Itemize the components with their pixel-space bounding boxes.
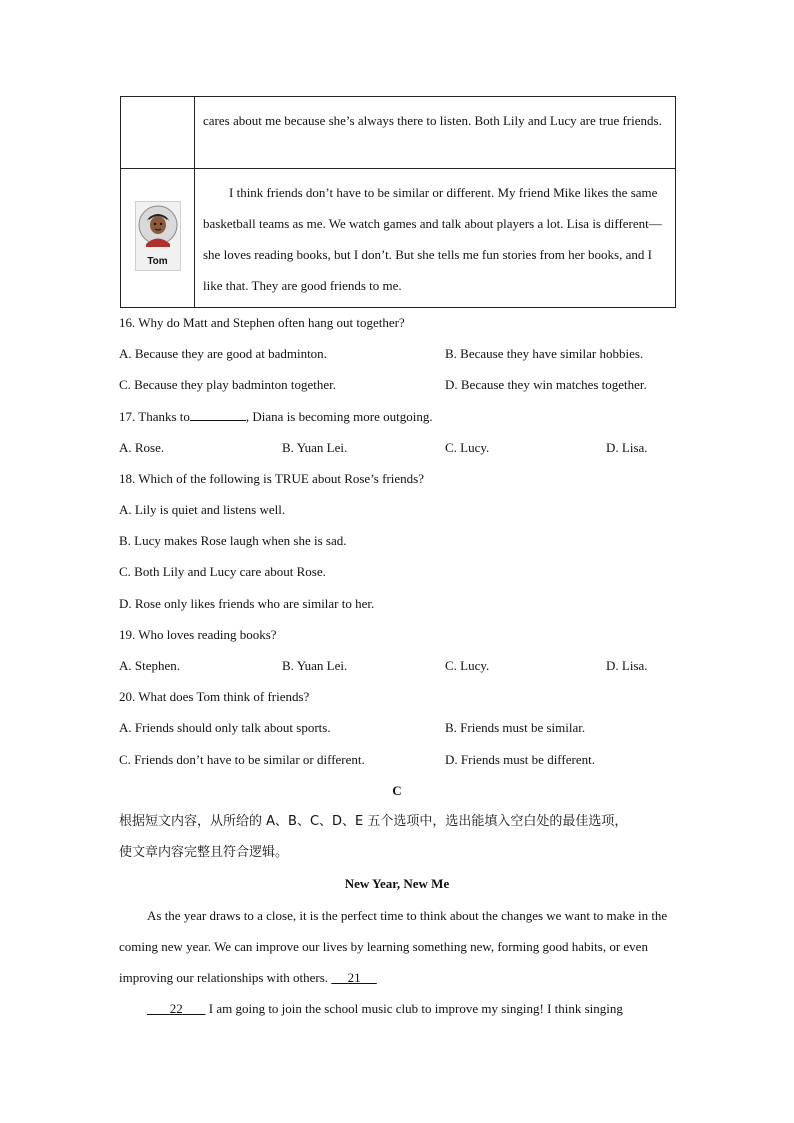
passage-paragraph-1 xyxy=(119,900,675,993)
question-19-option-b: B. Yuan Lei. xyxy=(282,658,348,673)
question-20-option-c: C. Friends don’t have to be similar or different. xyxy=(119,752,365,767)
question-17-option-b: B. Yuan Lei. xyxy=(282,440,348,455)
section-heading: C xyxy=(392,783,402,798)
reading-table xyxy=(120,96,676,308)
question-20-option-a: A. Friends should only talk about sports. xyxy=(119,720,331,735)
passage-paragraph-2-text: I am going to join the school music club to improve my singing! I think singing xyxy=(205,1001,623,1016)
question-16-option-d: D. Because they win matches together. xyxy=(445,377,647,392)
blank-22 xyxy=(147,1001,206,1016)
question-17-option-a: A. Rose. xyxy=(119,440,165,455)
question-18-option-d: D. Rose only likes friends who are similar to her. xyxy=(119,596,375,611)
question-20-stem: 20. What does Tom think of friends? xyxy=(119,689,310,704)
question-17-stem-end: , Diana is becoming more outgoing. xyxy=(245,409,433,424)
question-16-stem: 16. Why do Matt and Stephen often hang out together? xyxy=(119,315,405,330)
question-16-option-c: C. Because they play badminton together. xyxy=(119,377,336,392)
question-16-option-a: A. Because they are good at badminton. xyxy=(119,346,327,361)
question-20-option-b: B. Friends must be similar. xyxy=(445,720,586,735)
blank-21-number: 21 xyxy=(347,970,361,985)
answer-blank xyxy=(190,408,246,421)
passage-paragraph-1-text: As the year draws to a close, it is the perfect time to think about the changes we want to make in the coming new year. We can improve our lives by learning something new, forming good habits, or even improving our relationships with others. xyxy=(119,908,668,985)
question-19-option-a: A. Stephen. xyxy=(119,658,181,673)
section-instruction-line-2: 使文章内容完整且符合逻辑。 xyxy=(119,845,289,860)
question-18-option-b: B. Lucy makes Rose laugh when she is sad. xyxy=(119,533,347,548)
passage-title: New Year, New Me xyxy=(344,876,450,891)
passage-paragraph-2 xyxy=(119,993,675,1024)
question-19-option-d: D. Lisa. xyxy=(606,658,648,673)
table-text-cell: I think friends don’t have to be similar or different. My friend Mike likes the same basketball teams as me. We watch games and talk about players a lot. Lisa is different—she loves reading books, but I don’t. But she tells me fun stories from her books, and I like that. They are good friends to me. xyxy=(195,169,676,308)
question-19-option-c: C. Lucy. xyxy=(445,658,490,673)
table-text-cell: cares about me because she’s always there to listen. Both Lily and Lucy are true friends. xyxy=(195,97,676,169)
question-18-stem: 18. Which of the following is TRUE about Rose’s friends? xyxy=(119,471,424,486)
table-row xyxy=(121,169,676,308)
question-16-option-b: B. Because they have similar hobbies. xyxy=(445,346,644,361)
question-18-option-a: A. Lily is quiet and listens well. xyxy=(119,502,286,517)
table-avatar-cell-empty xyxy=(121,97,195,169)
question-17-stem-start: 17. Thanks to xyxy=(119,409,190,424)
question-17-option-c: C. Lucy. xyxy=(445,440,490,455)
blank-22-number: 22 xyxy=(169,1001,183,1016)
table-row xyxy=(121,97,676,169)
section-instruction-line-1: 根据短文内容，从所给的 A、B、C、D、E 五个选项中，选出能填入空白处的最佳选项， xyxy=(119,814,628,829)
question-17-option-d: D. Lisa. xyxy=(606,440,648,455)
question-19-stem: 19. Who loves reading books? xyxy=(119,627,277,642)
blank-21 xyxy=(331,970,377,985)
question-18-option-c: C. Both Lily and Lucy care about Rose. xyxy=(119,564,326,579)
boy-avatar-icon xyxy=(137,203,179,253)
question-17-stem xyxy=(119,408,433,425)
question-20-option-d: D. Friends must be different. xyxy=(445,752,595,767)
tom-avatar-image: Tom xyxy=(135,201,181,271)
table-avatar-cell xyxy=(121,169,195,308)
